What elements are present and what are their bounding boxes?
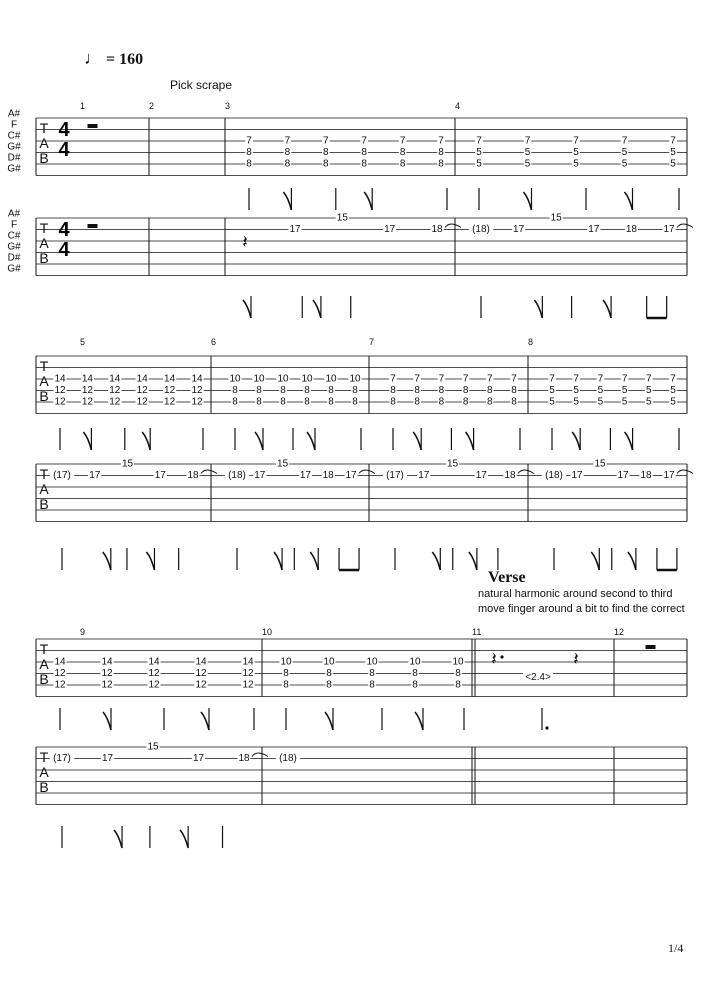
upper-fret-number: 5 xyxy=(670,147,676,158)
lower-fret-number: 17 xyxy=(384,224,396,235)
tuning-label: F xyxy=(10,119,18,131)
lower-rhythm-eighth-flag xyxy=(628,552,636,570)
lower-fret-number: 17 xyxy=(254,470,266,481)
upper-fret-number: 12 xyxy=(164,385,176,396)
upper-fret-number: 14 xyxy=(191,373,203,385)
tie-arc xyxy=(201,470,217,474)
tuning-label: G# xyxy=(7,163,21,175)
upper-fret-number: 8 xyxy=(304,396,310,408)
quarter-note-icon: ♩ xyxy=(84,48,102,68)
upper-fret-number: 14 xyxy=(242,656,254,668)
upper-fret-number: 12 xyxy=(101,668,113,679)
upper-fret-number: 5 xyxy=(646,385,652,396)
upper-fret-number: 7 xyxy=(573,373,579,385)
upper-fret-number: 8 xyxy=(361,158,367,170)
lower-fret-number: 15 xyxy=(277,458,289,470)
lower-fret-number: 15 xyxy=(446,458,459,470)
upper-rhythm-eighth-flag xyxy=(415,712,423,730)
lower-fret-number: 17 xyxy=(192,753,205,764)
quarter-rest: 𝄽 xyxy=(491,649,497,669)
upper-fret-number: 7 xyxy=(621,373,628,385)
upper-fret-number: 8 xyxy=(361,147,367,158)
upper-fret-number: 12 xyxy=(148,679,160,691)
upper-fret-number: 12 xyxy=(242,679,254,691)
upper-fret-number: 5 xyxy=(549,385,555,396)
time-signature-denominator: 4 xyxy=(58,139,70,161)
upper-fret-number: 12 xyxy=(54,385,66,396)
upper-rhythm-eighth-flag xyxy=(364,192,372,210)
upper-fret-number: 5 xyxy=(573,396,579,408)
upper-fret-number: 14 xyxy=(109,373,121,385)
upper-fret-number: 7 xyxy=(284,135,291,147)
time-signature-numerator: 4 xyxy=(58,219,70,241)
upper-fret-number: 5 xyxy=(549,396,555,408)
upper-rhythm-eighth-flag xyxy=(325,712,333,730)
tie-arc xyxy=(677,224,693,228)
tuning-label: G# xyxy=(7,241,21,253)
upper-fret-number: 5 xyxy=(476,158,482,170)
lower-rhythm-eighth-flag xyxy=(180,830,188,848)
upper-staff-tab-clef: T xyxy=(39,641,49,657)
upper-fret-number: 8 xyxy=(280,385,286,396)
upper-fret-number: 8 xyxy=(414,396,420,408)
lower-fret-number: 15 xyxy=(550,212,562,224)
lower-rhythm-eighth-flag xyxy=(103,552,111,570)
upper-fret-number: 7 xyxy=(399,135,406,147)
quarter-rest: 𝄽 xyxy=(242,232,248,252)
upper-fret-number: 7 xyxy=(438,373,445,385)
upper-fret-number: 8 xyxy=(284,158,291,170)
upper-fret-number: 8 xyxy=(487,396,493,408)
lower-fret-number: 15 xyxy=(121,458,134,470)
upper-fret-number: 12 xyxy=(54,668,66,679)
upper-fret-number: 7 xyxy=(390,373,396,385)
upper-staff-tab-clef: A xyxy=(39,135,49,151)
lower-staff-tab-clef: A xyxy=(39,481,49,497)
upper-fret-number: 8 xyxy=(399,147,406,158)
upper-fret-number: 12 xyxy=(148,668,160,679)
upper-fret-number: 8 xyxy=(283,679,289,691)
upper-fret-number: 8 xyxy=(232,396,238,408)
upper-fret-number: 8 xyxy=(487,385,493,396)
lower-fret-number: (17) xyxy=(53,753,71,764)
upper-fret-number: 7 xyxy=(646,373,652,385)
tuning-label: A# xyxy=(7,208,21,220)
harmonic-annotation-line-2: move finger around a bit to find the correct xyxy=(478,603,685,615)
upper-fret-number: 5 xyxy=(476,147,482,158)
upper-fret-number: 8 xyxy=(283,668,289,679)
lower-rhythm-eighth-flag xyxy=(274,552,282,570)
lower-fret-number: (18) xyxy=(228,470,246,481)
upper-rhythm-eighth-flag xyxy=(103,712,111,730)
upper-fret-number: 8 xyxy=(399,158,406,170)
upper-fret-number: 5 xyxy=(573,147,579,158)
upper-rhythm-eighth-flag xyxy=(524,192,532,210)
upper-fret-number: 8 xyxy=(412,679,418,691)
lower-fret-number: (18) xyxy=(545,470,563,481)
upper-staff-tab-clef: T xyxy=(39,120,49,136)
upper-fret-number: 7 xyxy=(476,135,482,147)
upper-fret-number: 12 xyxy=(136,396,148,408)
tuning-label: G# xyxy=(7,141,21,153)
upper-fret-number: 7 xyxy=(487,373,493,385)
upper-fret-number: 14 xyxy=(195,656,207,668)
lower-fret-number: 17 xyxy=(89,470,101,481)
lower-fret-number: 17 xyxy=(154,470,166,481)
lower-fret-number: 17 xyxy=(299,470,311,481)
lower-fret-number: 15 xyxy=(336,212,348,224)
lower-fret-number: 17 xyxy=(101,753,114,764)
lower-fret-number: 17 xyxy=(475,470,487,481)
lower-rhythm-eighth-flag xyxy=(114,830,122,848)
upper-fret-number: 5 xyxy=(646,396,652,408)
lower-staff-tab-clef: A xyxy=(39,764,49,780)
lower-rhythm-eighth-flag xyxy=(243,300,251,318)
upper-fret-number: 12 xyxy=(195,679,207,691)
upper-fret-number: 14 xyxy=(81,373,93,385)
upper-rhythm-eighth-flag xyxy=(255,432,263,450)
lower-fret-number: 18 xyxy=(238,753,250,764)
lower-staff-tab-clef: T xyxy=(39,749,49,765)
whole-rest xyxy=(88,124,98,128)
upper-fret-number: 12 xyxy=(191,385,203,396)
measure-number: 8 xyxy=(528,337,534,347)
pick-scrape-annotation: Pick scrape xyxy=(170,78,233,92)
lower-fret-number: 15 xyxy=(594,458,606,470)
lower-staff-tab-clef: A xyxy=(39,235,49,251)
harmonic-annotation-line-1: natural harmonic around second to third xyxy=(478,588,673,600)
upper-staff-tab-clef: B xyxy=(39,150,49,166)
upper-staff-tab-clef: A xyxy=(39,373,49,389)
measure-number: 9 xyxy=(80,627,86,637)
lower-fret-number: 15 xyxy=(147,741,159,753)
upper-fret-number: 7 xyxy=(323,135,329,147)
upper-fret-number: 7 xyxy=(438,135,444,147)
lower-rhythm-eighth-flag xyxy=(310,552,318,570)
measure-number: 7 xyxy=(369,337,375,347)
upper-fret-number: 10 xyxy=(366,656,378,668)
lower-fret-number: 17 xyxy=(289,224,301,235)
upper-fret-number: 8 xyxy=(256,385,262,396)
measure-number: 12 xyxy=(614,627,625,637)
upper-fret-number: 5 xyxy=(573,385,579,396)
upper-rhythm-dot xyxy=(545,726,548,729)
upper-fret-number: 10 xyxy=(301,373,313,385)
upper-fret-number: 7 xyxy=(597,373,604,385)
upper-rhythm-eighth-flag xyxy=(201,712,209,730)
whole-rest xyxy=(88,224,98,228)
lower-rhythm-eighth-flag xyxy=(146,552,154,570)
lower-rhythm-eighth-flag xyxy=(603,300,611,318)
lower-rhythm-eighth-flag xyxy=(591,552,599,570)
lower-fret-number: (18) xyxy=(472,224,490,235)
rest-dot xyxy=(500,655,503,658)
upper-fret-number: 5 xyxy=(670,396,676,408)
upper-rhythm-eighth-flag xyxy=(283,192,291,210)
lower-fret-number: (17) xyxy=(53,470,71,481)
upper-fret-number: 8 xyxy=(232,385,238,396)
upper-fret-number: 5 xyxy=(621,158,628,170)
upper-fret-number: 12 xyxy=(136,385,148,396)
lower-rhythm-eighth-flag xyxy=(313,300,321,318)
upper-staff-tab-clef: T xyxy=(39,358,49,374)
upper-fret-number: 5 xyxy=(670,385,676,396)
upper-fret-number: 14 xyxy=(54,373,66,385)
upper-fret-number: 12 xyxy=(195,668,207,679)
tuning-label: D# xyxy=(7,152,21,164)
upper-fret-number: 12 xyxy=(54,396,66,408)
measure-number: 1 xyxy=(80,101,86,111)
upper-rhythm-eighth-flag xyxy=(413,432,421,450)
page-number: 1/4 xyxy=(668,941,684,955)
lower-fret-number: 17 xyxy=(663,470,675,481)
upper-fret-number: 10 xyxy=(229,373,241,385)
upper-fret-number: 7 xyxy=(621,135,628,147)
upper-fret-number: 5 xyxy=(597,396,604,408)
measure-number: 6 xyxy=(211,337,217,347)
lower-staff-tab-clef: B xyxy=(39,779,49,795)
upper-fret-number: 8 xyxy=(328,385,334,396)
lower-fret-number: 18 xyxy=(640,470,652,481)
upper-rhythm-eighth-flag xyxy=(83,432,91,450)
tuning-label: C# xyxy=(7,130,21,142)
upper-fret-number: 5 xyxy=(573,158,579,170)
measure-number: 5 xyxy=(80,337,86,347)
measure-number: 10 xyxy=(262,627,273,637)
tie-arc xyxy=(445,224,461,228)
tie-arc xyxy=(359,470,375,474)
tuning-label: C# xyxy=(7,230,21,242)
upper-fret-number: 8 xyxy=(438,396,445,408)
upper-fret-number: 8 xyxy=(323,158,329,170)
upper-fret-number: 5 xyxy=(621,385,628,396)
upper-fret-number: 8 xyxy=(390,385,396,396)
upper-fret-number: 8 xyxy=(246,158,252,170)
measure-number: 2 xyxy=(149,101,155,111)
lower-fret-number: 17 xyxy=(617,470,629,481)
lower-staff-tab-clef: B xyxy=(39,250,49,266)
upper-fret-number: 8 xyxy=(455,668,461,679)
upper-fret-number: 8 xyxy=(246,147,252,158)
lower-fret-number: 18 xyxy=(625,224,637,235)
upper-fret-number: 8 xyxy=(304,385,310,396)
upper-fret-number: 8 xyxy=(280,396,286,408)
upper-fret-number: 7 xyxy=(361,135,367,147)
upper-fret-number: 8 xyxy=(438,147,444,158)
section-label: Verse xyxy=(488,569,526,586)
upper-fret-number: 10 xyxy=(323,656,335,668)
upper-fret-number: 8 xyxy=(511,396,517,408)
measure-number: 11 xyxy=(472,627,482,637)
lower-staff-tab-clef: B xyxy=(39,496,49,512)
upper-fret-number: 8 xyxy=(352,385,358,396)
upper-fret-number: 7 xyxy=(524,135,531,147)
lower-fret-number: 17 xyxy=(418,470,430,481)
upper-fret-number: 8 xyxy=(462,396,469,408)
upper-fret-number: 12 xyxy=(191,396,203,408)
upper-fret-number: 10 xyxy=(277,373,289,385)
upper-fret-number: 7 xyxy=(246,135,252,147)
upper-fret-number: 8 xyxy=(352,396,358,408)
upper-fret-number: 8 xyxy=(369,679,375,691)
upper-fret-number: 12 xyxy=(109,385,121,396)
lower-fret-number: 17 xyxy=(663,224,675,235)
lower-fret-number: (17) xyxy=(386,470,404,481)
upper-fret-number: 10 xyxy=(253,373,265,385)
upper-fret-number: 8 xyxy=(326,668,332,679)
lower-fret-number: 17 xyxy=(513,224,525,235)
upper-fret-number: 8 xyxy=(511,385,517,396)
lower-rhythm-eighth-flag xyxy=(534,300,542,318)
upper-fret-number: 8 xyxy=(412,668,418,679)
tuning-label: A# xyxy=(7,108,21,120)
lower-fret-number: 18 xyxy=(431,224,443,235)
upper-fret-number: 10 xyxy=(280,656,292,668)
upper-fret-number: 10 xyxy=(349,373,361,385)
lower-fret-number: 18 xyxy=(504,470,516,481)
upper-fret-number: 14 xyxy=(101,656,113,668)
upper-fret-number: 5 xyxy=(621,396,628,408)
upper-fret-number: 5 xyxy=(621,147,628,158)
upper-staff-tab-clef: B xyxy=(39,671,49,687)
quarter-rest: 𝄽 xyxy=(573,649,579,669)
upper-fret-number: 7 xyxy=(670,135,676,147)
upper-fret-number: 8 xyxy=(438,385,445,396)
lower-staff-tab-clef: T xyxy=(39,220,49,236)
harmonic-marker: <2.4> xyxy=(525,672,551,683)
lower-staff-tab-clef: T xyxy=(39,466,49,482)
tuning-label: D# xyxy=(7,252,21,264)
upper-fret-number: 7 xyxy=(573,135,579,147)
whole-rest xyxy=(646,645,656,649)
upper-fret-number: 12 xyxy=(242,668,254,679)
lower-fret-number: 18 xyxy=(187,470,199,481)
measure-number: 4 xyxy=(455,101,461,111)
upper-fret-number: 7 xyxy=(549,373,555,385)
upper-fret-number: 10 xyxy=(409,656,421,668)
lower-fret-number: 17 xyxy=(588,224,600,235)
lower-rhythm-eighth-flag xyxy=(469,552,477,570)
upper-staff-tab-clef: A xyxy=(39,656,49,672)
upper-fret-number: 8 xyxy=(369,668,375,679)
upper-rhythm-eighth-flag xyxy=(466,432,474,450)
upper-fret-number: 8 xyxy=(438,158,444,170)
upper-fret-number: 12 xyxy=(101,679,113,691)
lower-fret-number: (18) xyxy=(279,753,297,764)
upper-fret-number: 12 xyxy=(164,396,176,408)
upper-fret-number: 7 xyxy=(414,373,420,385)
upper-fret-number: 8 xyxy=(462,385,469,396)
upper-fret-number: 7 xyxy=(670,373,676,385)
upper-fret-number: 8 xyxy=(328,396,334,408)
upper-fret-number: 14 xyxy=(54,656,66,668)
tie-arc xyxy=(252,753,268,757)
upper-fret-number: 8 xyxy=(323,147,329,158)
upper-fret-number: 10 xyxy=(452,656,464,668)
upper-fret-number: 7 xyxy=(511,373,517,385)
tuning-label: G# xyxy=(7,263,21,275)
time-signature-numerator: 4 xyxy=(58,119,70,141)
upper-fret-number: 5 xyxy=(524,147,531,158)
time-signature-denominator: 4 xyxy=(58,239,70,261)
upper-fret-number: 14 xyxy=(164,373,176,385)
upper-fret-number: 12 xyxy=(109,396,121,408)
tie-arc xyxy=(518,470,534,474)
lower-fret-number: 17 xyxy=(345,470,357,481)
measure-number: 3 xyxy=(225,101,231,111)
upper-fret-number: 8 xyxy=(326,679,332,691)
upper-fret-number: 12 xyxy=(81,385,93,396)
upper-fret-number: 5 xyxy=(597,385,604,396)
upper-fret-number: 14 xyxy=(148,656,160,668)
upper-fret-number: 5 xyxy=(524,158,531,170)
lower-fret-number: 17 xyxy=(571,470,583,481)
upper-fret-number: 8 xyxy=(390,396,396,408)
upper-fret-number: 5 xyxy=(670,158,676,170)
upper-rhythm-eighth-flag xyxy=(625,432,633,450)
upper-rhythm-eighth-flag xyxy=(142,432,150,450)
upper-fret-number: 8 xyxy=(284,147,291,158)
upper-fret-number: 12 xyxy=(81,396,93,408)
upper-fret-number: 10 xyxy=(325,373,337,385)
lower-fret-number: 18 xyxy=(322,470,334,481)
upper-fret-number: 7 xyxy=(462,373,469,385)
upper-fret-number: 12 xyxy=(54,679,66,691)
tuning-label: F xyxy=(10,219,18,231)
tempo-value: = 160 xyxy=(106,51,144,68)
upper-fret-number: 8 xyxy=(256,396,262,408)
upper-rhythm-eighth-flag xyxy=(307,432,315,450)
upper-staff-tab-clef: B xyxy=(39,388,49,404)
upper-rhythm-eighth-flag xyxy=(572,432,580,450)
upper-fret-number: 8 xyxy=(455,679,461,691)
upper-fret-number: 8 xyxy=(414,385,420,396)
upper-rhythm-eighth-flag xyxy=(625,192,633,210)
lower-rhythm-eighth-flag xyxy=(432,552,440,570)
tie-arc xyxy=(677,470,693,474)
upper-fret-number: 14 xyxy=(136,373,148,385)
